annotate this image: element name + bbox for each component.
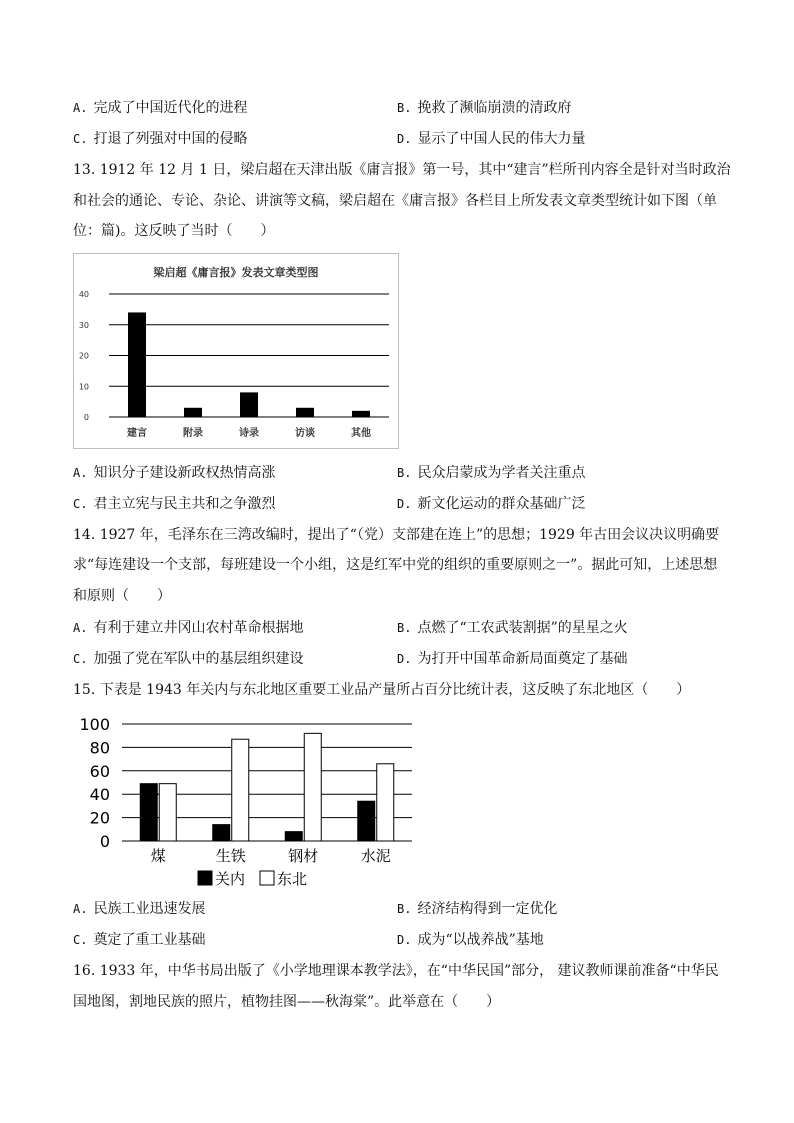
q13-option-b xyxy=(397,464,585,482)
option-text: 点燃了“工农武装割据”的星星之火 xyxy=(417,620,628,636)
q12-option-c xyxy=(73,130,247,148)
q15-stem-line1: 15. 下表是 1943 年关内与东北地区重要工业品产量所占百分比统计表，这反映了东北地区（ ） xyxy=(73,682,691,698)
option-key: A. xyxy=(73,621,88,635)
option-key: C. xyxy=(73,497,88,511)
bar-guannei xyxy=(213,825,230,841)
bar-guannei xyxy=(285,832,302,841)
x-tick-label: 钢材 xyxy=(288,847,319,865)
option-text: 完成了中国近代化的进程 xyxy=(93,100,248,116)
option-text: 民众启蒙成为学者关注重点 xyxy=(417,465,586,481)
legend-label: 东北 xyxy=(277,870,308,887)
q13-option-a xyxy=(73,464,275,482)
q12-option-a xyxy=(73,99,247,117)
q14-option-b xyxy=(397,619,628,637)
y-tick-label: 100 xyxy=(79,715,110,734)
y-tick-label: 80 xyxy=(89,738,110,758)
option-key: C. xyxy=(73,933,88,947)
x-tick-label: 建言 xyxy=(127,428,147,439)
y-tick-label: 0 xyxy=(83,413,89,422)
q14-option-d xyxy=(397,650,627,668)
option-key: C. xyxy=(73,132,88,146)
bar xyxy=(240,392,258,417)
q16-stem-line2: 国地图，割地民族的照片，植物挂图——秋海棠”。此举意在（ ） xyxy=(73,994,501,1010)
x-tick-label: 访谈 xyxy=(295,428,315,439)
q13-stem-line3: 位：篇)。这反映了当时（ ） xyxy=(73,223,275,239)
q15-option-d xyxy=(397,931,544,949)
option-key: B. xyxy=(397,902,412,916)
q14-stem-line2: 求“每连建设一个支部，每班建设一个小组，这是红军中党的组织的重要原则之一”。据此可知，上述思想 xyxy=(73,557,718,573)
y-tick-label: 40 xyxy=(78,290,89,299)
chart-industrial-output xyxy=(70,712,430,887)
option-key: A. xyxy=(73,101,88,115)
legend-swatch xyxy=(260,871,274,885)
x-tick-label: 生铁 xyxy=(215,847,246,865)
option-text: 知识分子建设新政权热情高涨 xyxy=(93,465,276,481)
option-key: B. xyxy=(397,621,412,635)
option-text: 成为“以战养战”基地 xyxy=(417,932,544,948)
q12-option-d xyxy=(397,130,585,148)
q14-stem-line1: 14. 1927 年，毛泽东在三湾改编时，提出了“（党）支部建在连上”的思想；1929 年古田会议决议明确要 xyxy=(73,527,720,543)
x-tick-label: 煤 xyxy=(150,847,166,865)
option-key: D. xyxy=(397,933,412,947)
chart-title: 梁启超《庸言报》发表文章类型图 xyxy=(153,266,319,279)
option-key: B. xyxy=(397,101,412,115)
y-tick-label: 40 xyxy=(89,785,110,805)
option-key: B. xyxy=(397,466,412,480)
option-text: 加强了党在军队中的基层组织建设 xyxy=(93,651,304,667)
y-tick-label: 30 xyxy=(78,320,89,330)
y-tick-label: 10 xyxy=(78,382,89,392)
y-tick-label: 0 xyxy=(99,832,110,851)
y-tick-label: 60 xyxy=(89,761,110,781)
option-text: 奠定了重工业基础 xyxy=(93,932,206,948)
option-text: 有利于建立井冈山农村革命根据地 xyxy=(93,620,304,636)
option-key: D. xyxy=(397,652,412,666)
option-key: A. xyxy=(73,902,88,916)
q13-stem-line2: 和社会的通论、专论、杂论、讲演等文稿，梁启超在《庸言报》各栏目上所发表文章类型统计如下图（单 xyxy=(73,193,717,209)
x-tick-label: 水泥 xyxy=(360,847,391,865)
q13-stem-line1: 13. 1912 年 12 月 1 日，梁启超在天津出版《庸言报》第一号，其中“建言”栏所刊内容全是针对当时政治 xyxy=(73,162,731,178)
bar-guannei xyxy=(140,784,157,841)
q15-option-b xyxy=(397,900,557,918)
legend-label: 关内 xyxy=(215,870,246,887)
bar-dongbei xyxy=(159,784,176,841)
q12-option-b xyxy=(397,99,571,117)
bar-dongbei xyxy=(304,733,321,841)
q14-option-c xyxy=(73,650,303,668)
q13-option-d xyxy=(397,495,585,513)
option-text: 为打开中国革命新局面奠定了基础 xyxy=(417,651,628,667)
y-tick-label: 20 xyxy=(89,808,110,828)
x-tick-label: 附录 xyxy=(183,428,203,439)
x-tick-label: 其他 xyxy=(351,428,371,439)
bar xyxy=(296,408,314,417)
q15-option-c xyxy=(73,931,205,949)
legend-swatch xyxy=(198,871,212,885)
bar-dongbei xyxy=(232,739,249,841)
q16-stem-line1: 16. 1933 年，中华书局出版了《小学地理课本教学法》，在“中华民国”部分， 建议教师课前准备“中华民 xyxy=(73,963,719,979)
option-text: 新文化运动的群众基础广泛 xyxy=(417,496,586,512)
q14-stem-line3: 和原则（ ） xyxy=(73,588,171,604)
option-text: 民族工业迅速发展 xyxy=(93,901,206,917)
chart-article-types xyxy=(73,253,399,449)
option-text: 君主立宪与民主共和之争激烈 xyxy=(93,496,276,512)
option-key: A. xyxy=(73,466,88,480)
bar-guannei xyxy=(358,801,375,841)
option-key: D. xyxy=(397,132,412,146)
option-text: 打退了列强对中国的侵略 xyxy=(93,131,248,147)
q15-option-a xyxy=(73,900,205,918)
x-tick-label: 诗录 xyxy=(239,428,259,439)
option-key: C. xyxy=(73,652,88,666)
q13-option-c xyxy=(73,495,275,513)
bar xyxy=(128,312,146,417)
bar xyxy=(184,408,202,417)
option-text: 显示了中国人民的伟大力量 xyxy=(417,131,586,147)
y-tick-label: 20 xyxy=(78,351,89,361)
bar-dongbei xyxy=(377,764,394,841)
option-key: D. xyxy=(397,497,412,511)
option-text: 经济结构得到一定优化 xyxy=(417,901,558,917)
q14-option-a xyxy=(73,619,303,637)
option-text: 挽救了濒临崩溃的清政府 xyxy=(417,100,572,116)
chart-article-types-svg xyxy=(74,254,398,448)
bar xyxy=(352,411,370,417)
